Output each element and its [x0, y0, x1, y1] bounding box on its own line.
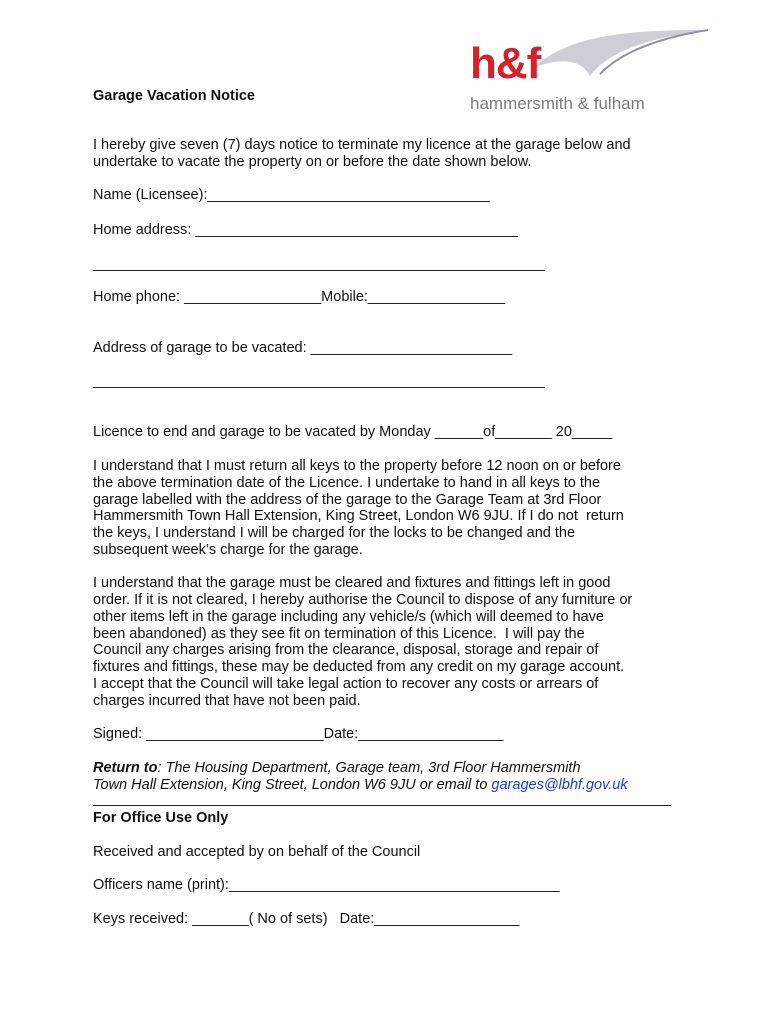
return-to-line-2	[93, 777, 628, 794]
divider	[93, 805, 671, 806]
email-link[interactable]: garages@lbhf.gov.uk	[491, 777, 628, 793]
swoosh-icon	[530, 28, 710, 78]
clearance-para-line-1: I understand that the garage must be cleared and fixtures and fittings left in good	[93, 575, 611, 591]
hf-logo	[470, 24, 710, 120]
logo-brand: hammersmith & fulham	[470, 94, 645, 113]
clearance-para-line-3: other items left in the garage including any vehicle/s (which will deemed to have	[93, 609, 604, 625]
intro-line-2: undertake to vacate the property on or before the date shown below.	[93, 154, 532, 170]
clearance-para-line-6: fixtures and fittings, these may be deducted from any credit on my garage account.	[93, 659, 625, 675]
keys-received-field[interactable]: Keys received: _______( No of sets) Date:__________________	[93, 911, 520, 927]
licence-end-field[interactable]: Licence to end and garage to be vacated by Monday ______of_______ 20_____	[93, 424, 613, 440]
logo-mark: h&f	[470, 39, 541, 88]
clearance-para-line-8: charges incurred that have not been paid.	[93, 693, 361, 709]
keys-para-line-6: subsequent week’s charge for the garage.	[93, 542, 363, 558]
page-title: Garage Vacation Notice	[93, 88, 255, 104]
officer-name-field[interactable]: Officers name (print):_________________________________________	[93, 877, 560, 893]
home-address-line-2[interactable]: ________________________________________________________	[93, 256, 545, 272]
garage-address-line-2[interactable]: ________________________________________________________	[93, 373, 545, 389]
clearance-para-line-5: Council any charges arising from the clearance, disposal, storage and repair of	[93, 642, 599, 658]
return-to-text-1: : The Housing Department, Garage team, 3rd Floor Hammersmith	[157, 760, 581, 776]
return-to-text-2: Town Hall Extension, King Street, London W6 9JU or email to	[93, 777, 492, 793]
clearance-para-line-4: been abandoned) as they see fit on termination of this Licence. I will pay the	[93, 626, 585, 642]
return-to-line-1	[93, 760, 581, 777]
keys-para-line-1: I understand that I must return all keys to the property before 12 noon on or before	[93, 458, 621, 474]
office-heading: For Office Use Only	[93, 810, 229, 826]
received-text: Received and accepted by on behalf of the Council	[93, 844, 421, 860]
signed-field[interactable]: Signed: ______________________Date:__________________	[93, 726, 504, 742]
keys-para-line-3: garage labelled with the address of the garage to the Garage Team at 3rd Floor	[93, 492, 602, 508]
clearance-para-line-2: order. If it is not cleared, I hereby authorise the Council to dispose of any furniture or	[93, 592, 633, 608]
keys-para-line-4: Hammersmith Town Hall Extension, King Street, London W6 9JU. If I do not return	[93, 508, 624, 524]
phone-field[interactable]: Home phone: _________________Mobile:_________________	[93, 289, 506, 305]
name-field[interactable]: Name (Licensee):___________________________________	[93, 187, 490, 203]
home-address-field[interactable]: Home address: ________________________________________	[93, 222, 518, 238]
garage-address-field[interactable]: Address of garage to be vacated: _________________________	[93, 340, 513, 356]
clearance-para-line-7: I accept that the Council will take legal action to recover any costs or arrears of	[93, 676, 599, 692]
keys-para-line-5: the keys, I understand I will be charged for the locks to be changed and the	[93, 525, 576, 541]
intro-line-1: I hereby give seven (7) days notice to terminate my licence at the garage below and	[93, 137, 631, 153]
return-to-label: Return to	[93, 760, 158, 776]
keys-para-line-2: the above termination date of the Licence. I undertake to hand in all keys to the	[93, 475, 601, 491]
